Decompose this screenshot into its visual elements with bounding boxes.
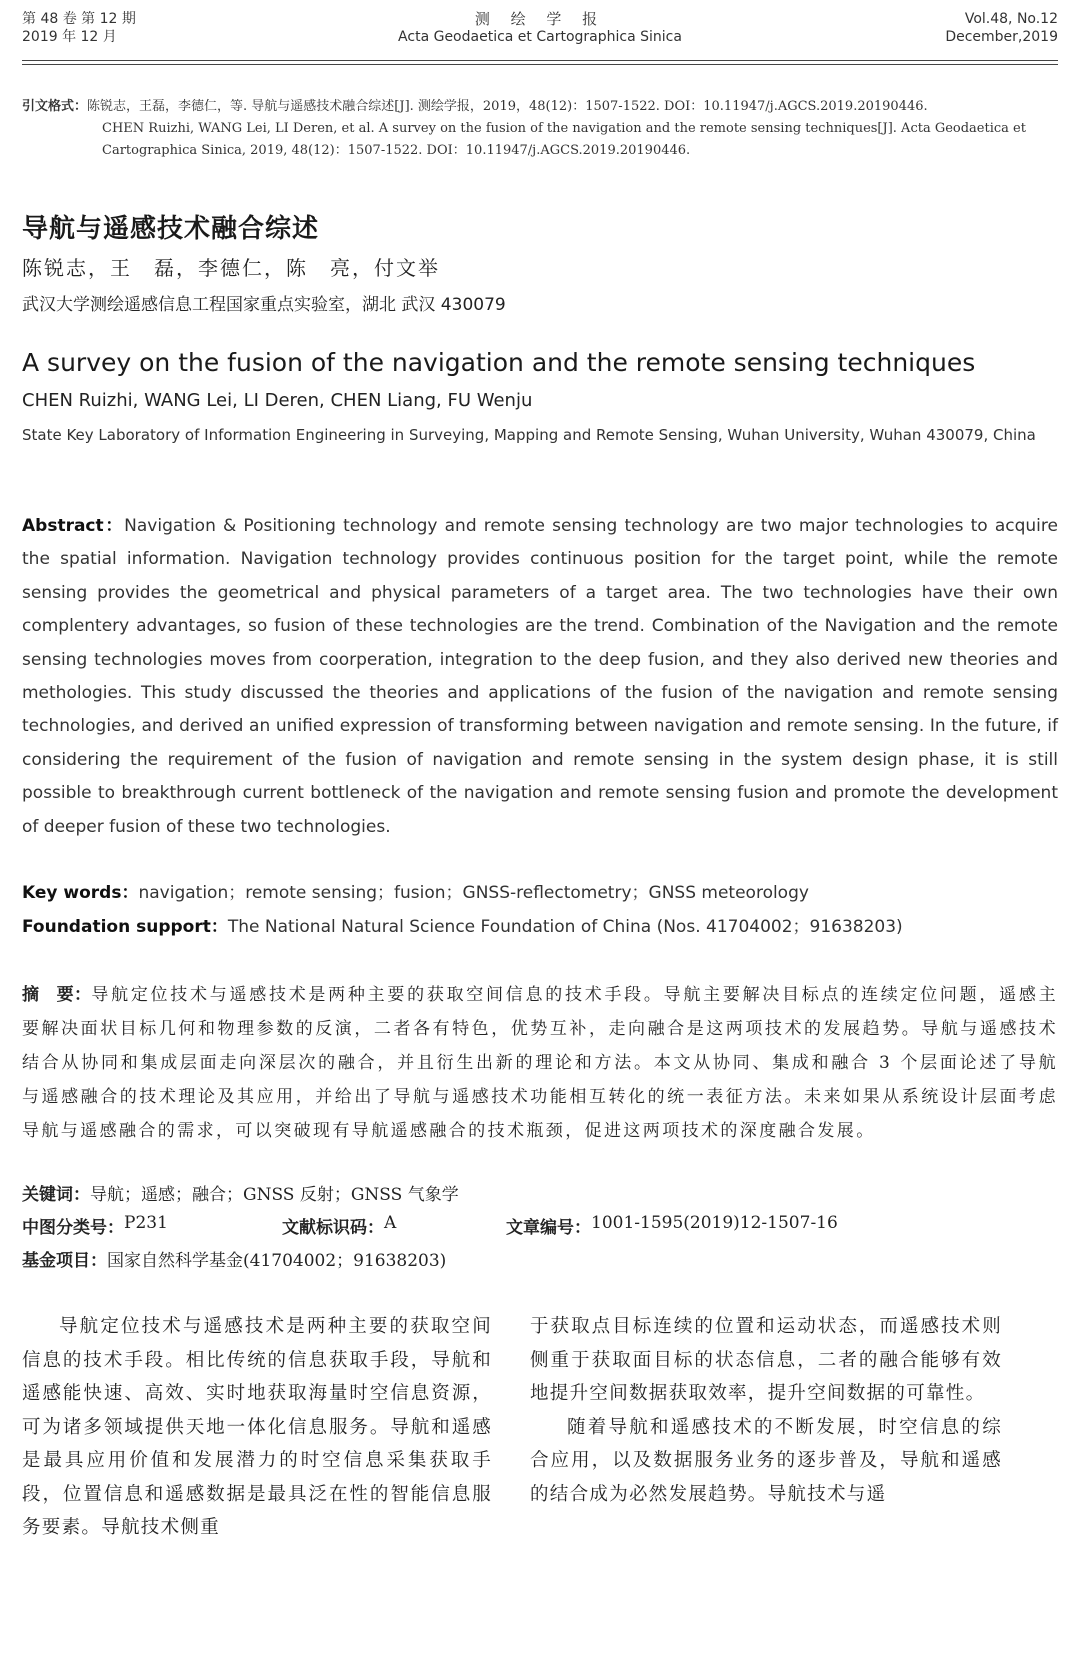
header-journal <box>0 10 1080 46</box>
journal-name-en: Acta Geodaetica et Cartographica Sinica <box>398 29 682 45</box>
header-vol-no: Vol.48, No.12 <box>964 11 1058 27</box>
header-rule-bottom <box>22 64 1058 65</box>
abstract-en <box>22 510 1058 844</box>
abstract-cn-label: 摘 要： <box>22 985 92 1005</box>
body-paragraph: 于获取点目标连续的位置和运动状态，而遥感技术则侧重于获取面目标的状态信息，二者的融合能够有效地提升空间数据获取效率，提升空间数据的可靠性。 <box>530 1316 1002 1404</box>
authors-cn: 陈锐志，王 磊，李德仁，陈 亮，付文举 <box>22 256 440 280</box>
body-column-left <box>22 1310 492 1545</box>
clc-number: 中图分类号： P231 <box>22 1213 168 1238</box>
abstract-cn-text: 导航定位技术与遥感技术是两种主要的获取空间信息的技术手段。导航主要解决目标点的连续定位问题，遥感主要解决面状目标几何和物理参数的反演，二者各有特色，优势互补，走向融合是这两项技术的发展趋势。导航与遥感技术结合从协同和集成层面走向深层次的融合，并且衍生出新的理论和方法。本文从协同、集成和融合 3 个层面论述了导航与遥感融合的技术理论及其应用，并给出了导航与遥感技术功能相互转化的统一表征方法。未来如果从系统设计层面考虑导航与遥感融合的需求，可以突破现有导航遥感融合的技术瓶颈，促进这两项技术的深度融合发展。 <box>22 985 1058 1141</box>
citation-cn: 引文格式：陈锐志，王磊，李德仁，等. 导航与遥感技术融合综述[J]. 测绘学报，2019，48(12)：1507-1522. DOI：10.11947/j.AGCS.2019.20190446. <box>22 99 928 114</box>
fund-cn: 基金项目：国家自然科学基金(41704002；91638203) <box>22 1251 447 1271</box>
document-code: 文献标识码： A <box>282 1213 397 1238</box>
header-date-en: December,2019 <box>945 29 1058 45</box>
abstract-cn <box>22 978 1058 1148</box>
header-issue-info <box>945 10 1058 46</box>
header-rule-top <box>22 60 1058 61</box>
authors-en: CHEN Ruizhi, WANG Lei, LI Deren, CHEN Liang, FU Wenju <box>22 390 533 411</box>
body-paragraph: 导航定位技术与遥感技术是两种主要的获取空间信息的技术手段。相比传统的信息获取手段，导航和遥感能快速、高效、实时地获取海量时空信息资源，可为诸多领域提供天地一体化信息服务。导航和遥感是最具应用价值和发展潜力的时空信息采集获取手段，位置信息和遥感数据是最具泛在性的智能信息服务要素。导航技术侧重 <box>22 1316 492 1538</box>
classification-row <box>22 1213 1022 1237</box>
affiliation-en: State Key Laboratory of Information Engineering in Surveying, Mapping and Remote Sensing, Wuhan University, Wuhan 430079, China <box>22 426 1036 444</box>
journal-name-cn: 测 绘 学 报 <box>474 10 606 28</box>
abstract-en-label: Abstract： <box>22 516 125 536</box>
affiliation-cn: 武汉大学测绘遥感信息工程国家重点实验室，湖北 武汉 430079 <box>22 295 506 315</box>
header-volume: 第 48 卷 第 12 期 <box>22 11 136 27</box>
foundation-en: Foundation support：The National Natural Science Foundation of China (Nos. 41704002；91638203) <box>22 917 903 937</box>
body-paragraph: 随着导航和遥感技术的不断发展，时空信息的综合应用，以及数据服务业务的逐步普及，导航和遥感的结合成为必然发展趋势。导航技术与遥 <box>530 1416 1002 1505</box>
header-date-cn: 2019 年 12 月 <box>22 29 117 45</box>
citation-en: CHEN Ruizhi, WANG Lei, LI Deren, et al. A survey on the fusion of the navigation and the remote sensing techniques[J]. Acta Geodaetica et Cartographica Sinica, 2019, 48(12)：1507-1522. DOI：10.11947/j.AGCS.2019.20190446. <box>102 121 1026 158</box>
article-number: 文章编号： 1001-1595(2019)12-1507-16 <box>506 1213 838 1238</box>
citation-label: 引文格式： <box>22 99 88 114</box>
page-title-en: A survey on the fusion of the navigation and the remote sensing techniques <box>22 348 976 377</box>
keywords-cn: 关键词：导航；遥感；融合；GNSS 反射；GNSS 气象学 <box>22 1185 459 1205</box>
citation-block <box>22 96 1058 162</box>
page-title-cn: 导航与遥感技术融合综述 <box>22 214 320 244</box>
keywords-en: Key words：navigation；remote sensing；fusion；GNSS-reflectometry；GNSS meteorology <box>22 883 809 903</box>
abstract-en-text: Navigation & Positioning technology and remote sensing technology are two major technologies to acquire the spatial information. Navigation technology provides continuous position for the target point, while the remote sensing provides the geometrical and physical parameters of a target area. The two technologies have their own complentery advantages, so fusion of these technologies are the trend. Combination of the Navigation and the remote sensing technologies moves from coorperation, integration to the deep fusion, and they also derived new theories and methologies. This study discussed the theories and applications of the fusion of the navigation and remote sensing technologies, and derived an unified expression of transforming between navigation and remote sensing. In the future, if considering the requirement of the fusion of navigation and remote sensing in the system design phase, it is still possible to breakthrough current bottleneck of the navigation and remote sensing fusion and promote the development of deeper fusion of these two technologies. <box>22 516 1058 837</box>
body-column-right <box>530 1310 1002 1511</box>
